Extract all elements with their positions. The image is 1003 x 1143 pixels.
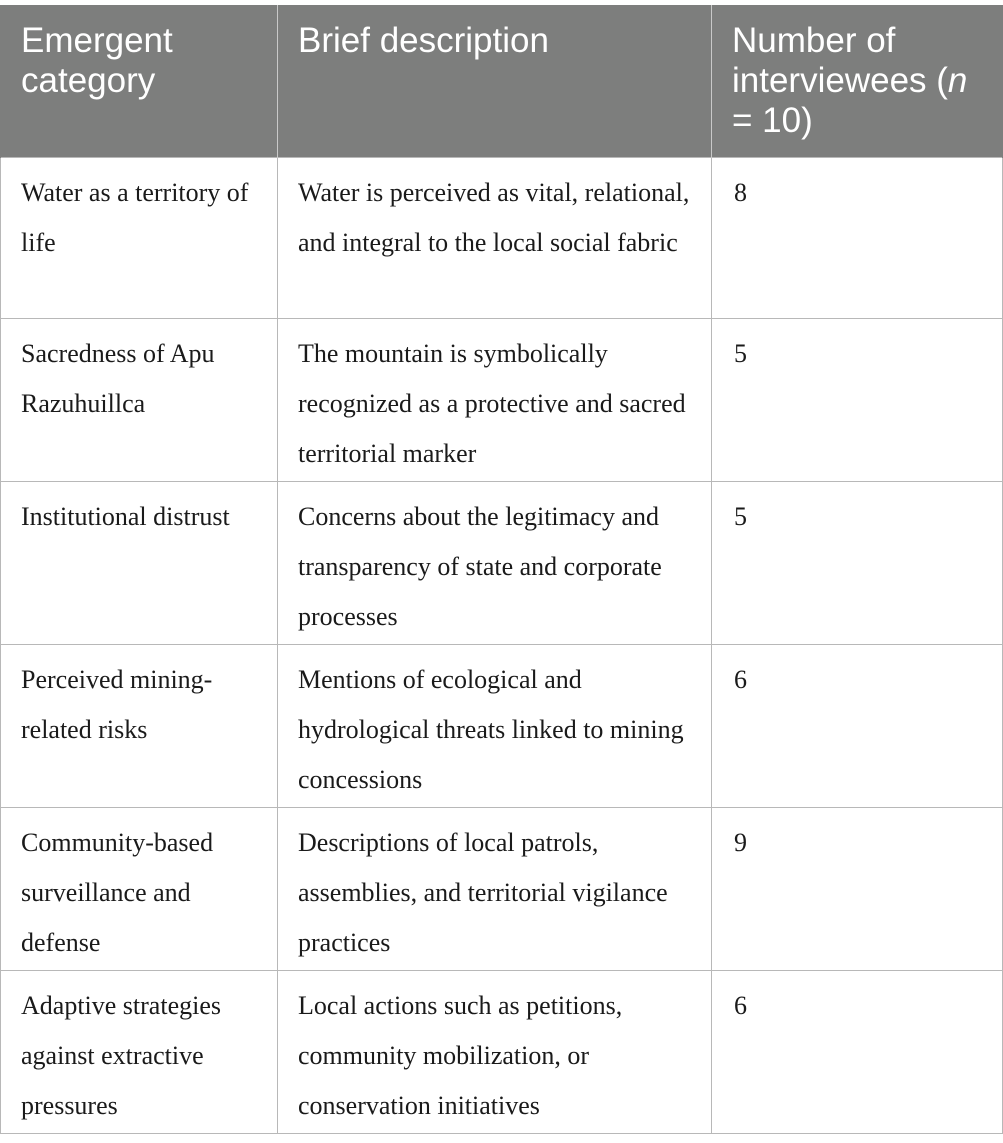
cell-category: Perceived mining-related risks	[1, 645, 278, 808]
cell-count: 8	[712, 158, 1003, 319]
header-description: Brief description	[278, 5, 712, 158]
header-count	[712, 5, 1003, 158]
cell-count: 6	[712, 645, 1003, 808]
cell-description: Mentions of ecological and hydrological threats linked to mining concessions	[278, 645, 712, 808]
table-header	[1, 5, 1003, 158]
cell-count: 5	[712, 319, 1003, 482]
interview-categories-table	[0, 5, 1003, 1134]
cell-category: Institutional distrust	[1, 482, 278, 645]
cell-description: Descriptions of local patrols, assemblies, and territorial vigilance practices	[278, 808, 712, 971]
header-category: Emergent category	[1, 5, 278, 158]
header-count-variable: n	[947, 61, 968, 100]
table-row	[1, 645, 1003, 808]
table-row	[1, 971, 1003, 1134]
cell-description: Local actions such as petitions, community mobilization, or conservation initiatives	[278, 971, 712, 1134]
header-count-prefix: Number of interviewees (	[732, 21, 948, 100]
cell-category: Community-based surveillance and defense	[1, 808, 278, 971]
cell-category: Adaptive strategies against extractive pressures	[1, 971, 278, 1134]
table-row	[1, 319, 1003, 482]
cell-count: 5	[712, 482, 1003, 645]
cell-description: Concerns about the legitimacy and transparency of state and corporate processes	[278, 482, 712, 645]
cell-count: 9	[712, 808, 1003, 971]
table-body	[1, 158, 1003, 1134]
cell-count: 6	[712, 971, 1003, 1134]
table-row	[1, 808, 1003, 971]
header-row	[1, 5, 1003, 158]
table-row	[1, 482, 1003, 645]
header-count-suffix: = 10)	[732, 101, 813, 140]
cell-category: Water as a territory of life	[1, 158, 278, 319]
cell-description: The mountain is symbolically recognized as a protective and sacred territorial marker	[278, 319, 712, 482]
cell-description: Water is perceived as vital, relational, and integral to the local social fabric	[278, 158, 712, 319]
table-row	[1, 158, 1003, 319]
cell-category: Sacredness of Apu Razuhuillca	[1, 319, 278, 482]
